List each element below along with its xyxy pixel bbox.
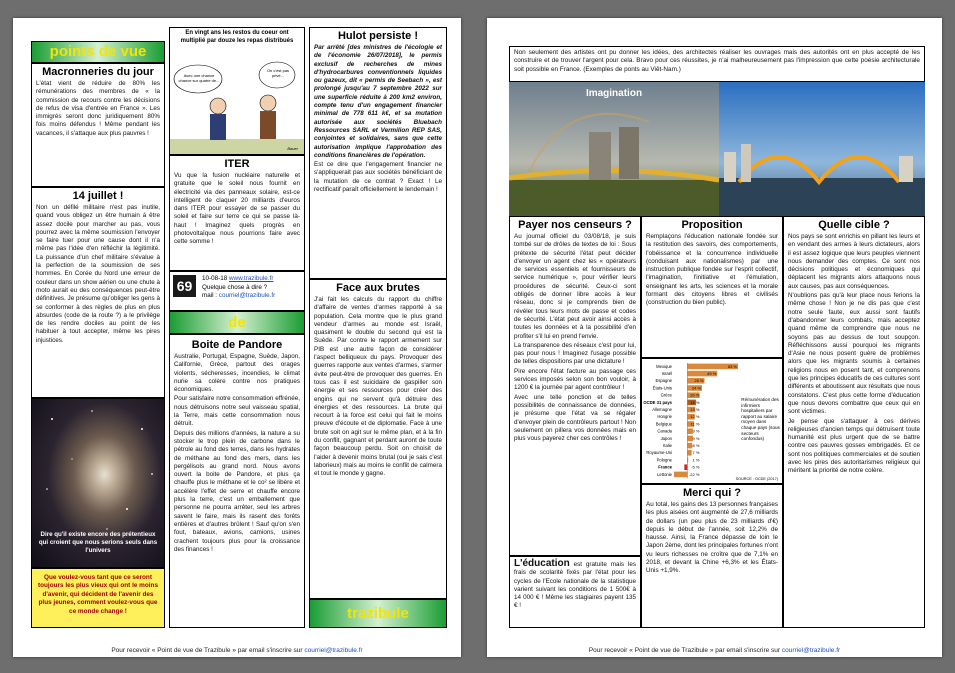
issue-site-link[interactable]: www.trazibule.fr bbox=[228, 275, 274, 282]
intro-text: Non seulement des artistes ont pu donner les idées, des architectes réaliser les ouvrages mais des autorités ont en plus accepté de les construire et de trouver l'argent pour cela. Bravo pour ces réussites, je n'ai malheureusement pas l'impression que cette poésie architecturale soit possible en France. (Exemples de ponts au Viêt-Nam.) bbox=[514, 49, 920, 73]
proposition-title: Proposition bbox=[681, 219, 743, 231]
right-footer-mail[interactable]: courriel@trazibule.fr bbox=[781, 647, 841, 654]
chart-value-label: 9 % bbox=[692, 428, 700, 434]
chart-bar bbox=[684, 464, 687, 470]
hulot-body bbox=[310, 43, 446, 196]
trazibule-banner bbox=[309, 599, 447, 628]
chart-category-label: Royaume-Uni bbox=[646, 450, 672, 456]
issue-details bbox=[202, 275, 275, 301]
education-body: est gratuite mais les frais de scolarité fixés par l'état pour les cycles de l'Ecole nationale de la statistique varient suivant les conditions de 1 500€ à 14 000 € ! Même les stagiaires payent 135 € ! bbox=[514, 561, 637, 610]
intro-box bbox=[509, 46, 925, 82]
iter-article bbox=[169, 155, 305, 271]
pandore-p2: Pour satisfaire notre consommation effrénée, nous détruisons notre seul vaisseau spatial, la Terre, mais cette consommation nous détruit. bbox=[174, 395, 300, 428]
education-title: L'éducation bbox=[514, 558, 570, 569]
chart-value-label: 13 % bbox=[690, 407, 700, 412]
pandore-p1: Australie, Portugal, Espagne, Suède, Japon, Californie, Grèce, partout des orages violents, sécheresses, incendies, le climat nurie sa colère contre nos pratiques économiques. bbox=[174, 353, 300, 394]
chart-category-label: Mexique bbox=[656, 363, 672, 369]
issue-box bbox=[169, 271, 305, 311]
education-article bbox=[509, 556, 641, 628]
proposition-body: Remplaçons l'éducation nationale fondée sur la restitution des savoirs, des comportements, l'obéissance et la concurrence individuelle (conduisant aux nationalismes) par une instruction publique fondée sur l'esprit collectif, l'imagination, l'initiative et l'émulation, enseignant les arts, les sciences et la morale formant des citoyens libres et civilisés (construction du bien public). bbox=[646, 233, 778, 307]
issue-number: 69 bbox=[173, 275, 196, 297]
hulot-p1: Par arrêté [des ministres de l'écologie et de l'économie 26/07/2018], le permis exclusif de recherches de mines d'hydrocarbures conventionnels liquides ou gazeux, dit « permis de Seebach », est prolongé jusqu'au 7 septembre 2022 sur une superficie réduite à 200 km2 environ, compte tenu d'un engagement financier minimal de 778 611 k€, et sa mutation autorisée aux sociétés Bluebach Ressources SARL et Vermilion REP SAS, conjointes et solidaires, sans que cette autorisation implique l'approbation des conditions financières de l'opération. bbox=[314, 44, 442, 159]
left-page bbox=[13, 18, 461, 657]
chart-category-label: France bbox=[658, 464, 672, 470]
chart-value-label: 14 % bbox=[690, 399, 700, 405]
chart-value-label: -5 % bbox=[691, 464, 700, 470]
pandore-body bbox=[170, 352, 304, 556]
chart-legend: Rémunération des infirmiers hospitaliers par rapport au salaire moyen dans chaque pays (sous secteurs confondus) bbox=[741, 397, 780, 442]
issue-ask: Quelque chose à dire ? bbox=[202, 283, 268, 291]
censeurs-title: Payer nos censeurs ? bbox=[518, 219, 632, 231]
cible-p2: N'oublions pas qu'à leur place nous ferions la même chose ! Non je ne dis pas que c'est notre seule faute, eux aussi sont fautifs d'abandonner leurs combats, mais acceptez quand même de comprendre que nous ne soyons pas au dessus de tout soupçon. Réfléchissons aussi pourquoi les migrants d'Asie ne nous posent guère de problèmes alors que les migrants soumis à certaines religions nous en posent tant, et comprenons que les principes éducatifs de ces cultures sont différents et aboutissent aux résultats que nous constatons. C'est plus cette forme d'éducation que nous devons combattre que ceux qui en sont victimes. bbox=[788, 292, 920, 416]
issue-mail-link[interactable]: courriel@trazibule.fr bbox=[218, 292, 276, 299]
merci-body: Au total, les gains des 13 personnes françaises les plus aisées ont augmenté de 27,6 milliards de dollars (un peu plus de 23 milliards d'€) depuis le début de l'année, soit 12,2% de hausse. Ainsi, la France dépasse de loin le Japon 2ème, dont les principales fortunes n'ont vu leurs richesses ne croître que de 7,1% en 2018, et devant la Chine +6,3% et les États-Unis +1,9%. bbox=[646, 501, 778, 575]
question-box bbox=[31, 568, 165, 628]
chart-category-label: États-Unis bbox=[652, 385, 672, 391]
cible-p3: Je pense que s'attaquer à ces dérives religieuses d'ancien temps qui détruisent toute humanité est plus urgent que de se battre contre ces pauvres gosses embrigadés. Et ce sont nos politiques commerciales et de soutien avec les pires des autoritarismes religieux qui méritent la priorité de notre colère. bbox=[788, 417, 920, 475]
left-footer-mail[interactable]: courriel@trazibule.fr bbox=[304, 647, 363, 654]
chart-value-label: 28 % bbox=[694, 378, 704, 384]
chart-value-label: 24 % bbox=[691, 385, 702, 391]
brutes-article bbox=[309, 279, 447, 599]
chart-category-label: Lettonie bbox=[657, 471, 672, 477]
censeurs-p1: Au journal officiel du 03/08/18, je suis tombé sur de drôles de textes de loi : Sous prétexte de sécurité l'état peut décider d'envoyer un agent chez les « opérateurs de services essentiels et fournisseurs de service numérique », pour vérifier leurs procédures de sécurité. Ceux-ci sont obligés de donner libre accès à leur réseau, donc si je comprends bien de révéler tous leurs mots de passe et codes de sécurité. L'état peut avoir ainsi accès à toutes les données et à la possibilité d'en profiter s'il lui en prend l'envie. bbox=[514, 233, 636, 340]
points-de-vue-banner bbox=[31, 41, 165, 63]
left-footer-text: Pour recevoir « Point de vue de Trazibule » par email s'inscrire sur bbox=[111, 647, 303, 654]
de-text: de bbox=[228, 314, 246, 331]
left-footer bbox=[13, 647, 461, 654]
chart-value-label: 12 % bbox=[690, 414, 700, 420]
imagination-label: Imagination bbox=[585, 88, 643, 99]
cosmos-image bbox=[31, 398, 165, 568]
pandore-p3: Depuis des millions d'années, la nature a su stocker le trop plein de carbone dans le pétrole au fond des terres, dans les hydrates de méthane au fond des mers, dans les pergélisols au grand nord. Nous avons ouvert la boite de Pandore, et plus ça chauffe plus le méthane et le co² se libère et accélère l'effet de serre et chauffe encore plus la terre, c'est un emballement que personne ne pourra arrêter, seul les arbres savent le faire, mais ils rasent des forêts entières et d'autres brûlent ! Sauf qu'on s'en fout, bateaux, avions, camions, usines crachent toujours plus pour la croissance des finances ! bbox=[174, 429, 300, 553]
hulot-title: Hulot persiste ! bbox=[337, 30, 419, 42]
macronneries-article bbox=[31, 63, 165, 187]
censeurs-p3: Pire encore l'état facture au passage ces services imposés selon son bon vouloir, à 1200 € la journée par agent contrôleur ! bbox=[514, 367, 636, 392]
de-banner bbox=[169, 311, 305, 334]
chart-category-label: Espagne bbox=[655, 378, 672, 384]
macronneries-title: Macronneries du jour bbox=[42, 66, 154, 78]
juillet-title: 14 juillet ! bbox=[72, 190, 124, 202]
cartoon-drawing-icon bbox=[170, 51, 305, 155]
censeurs-p4: Avec une telle ponction et de telles possibilités de connaissance de données, je présume que l'état va se régaler d'envoyer plein de contrôleurs partout ! Non seulement on pillera vos données mais en plus vous payerez cher ces contrôles ! bbox=[514, 393, 636, 443]
proposition-article bbox=[641, 216, 783, 358]
points-de-vue-title: points de vue bbox=[49, 43, 147, 60]
cosmos-caption: Dire qu'il existe encore des prétentieux qui croient que nous serions seuls dans l'univers bbox=[38, 531, 158, 554]
right-footer-text: Pour recevoir « Point de vue de Trazibule » par email s'inscrire sur bbox=[588, 647, 781, 654]
chart-bar bbox=[687, 450, 691, 456]
juillet-body: Non un défilé militaire n'est pas inutile, quand vous obligez un être humain à être assez docile pour marcher au pas, vous pourrez avec la même soumission l'envoyer se faire tuer pour une cause dont il n'a même pas l'idée d'en réfléchir la légitimité. La puissance d'un chef militaire s'évalue à la perfection de la soumission de ses hommes. En Corée du Nord une erreur de couleur dans un show aérien ou une chute à moto aurait eu des conséquences peut-être définitives. Je présume qu'obliger les gens à se conformer à des règles de plus en plus absurdes (code de la route ?) a le privilège de les rendre dociles au point de les habituer à tout accepter, même les pires injustices. bbox=[36, 204, 160, 344]
macronneries-body: L'état vient de réduire de 80% les rémunérations des membres de « la commission de recours contre les décisions de refus de visa d'entrée en France ». Les immigrés seront donc juridiquement 80% fois moins défendus ! Même pendant les vacances, il s'attaque aux plus pauvres ! bbox=[36, 80, 160, 137]
chart-value-label: 1 % bbox=[692, 457, 700, 463]
right-page bbox=[487, 18, 942, 657]
cartoon-bubble-2: On c'est pas privé... bbox=[266, 68, 290, 78]
education-body-wrap bbox=[510, 557, 640, 612]
iter-title: ITER bbox=[224, 158, 250, 170]
juillet-article bbox=[31, 187, 165, 398]
censeurs-p2: La transparence des réseaux c'est pour lui, pas pour nous ! Imaginez l'usage possible de telles dispositions par une dictature ! bbox=[514, 341, 636, 366]
chart-category-label: Israël bbox=[661, 371, 672, 376]
chart-value-label: 11 % bbox=[690, 421, 700, 427]
chart-category-label: Grèce bbox=[660, 392, 672, 398]
chart-value-label: 49 % bbox=[707, 371, 717, 376]
chart-value-label: 83 % bbox=[727, 363, 737, 369]
cartoon-caption: En vingt ans les restos du coeur ont multiplié par douze les repas distribués bbox=[180, 30, 294, 44]
imagination-photos bbox=[509, 82, 925, 216]
iter-body: Vu que la fusion nucléaire naturelle et gratuite que le soleil nous fournit en électricité via des panneaux solaire, est-ce intelligent de claquer 20 milliards d'euros dans ITER pour essayer de se passer du soleil et faire sur terre ce qui se passe là-haut ! Imaginez quels progrès en photovoltaïque nous pourrions faire avec cette somme ! bbox=[174, 172, 300, 246]
chart-bar bbox=[674, 472, 687, 478]
pandore-article bbox=[169, 334, 305, 628]
brutes-title: Face aux brutes bbox=[336, 282, 420, 294]
issue-date: 10-08-18 bbox=[202, 275, 228, 282]
cible-article bbox=[783, 216, 925, 628]
chart-category-label: Belgique bbox=[655, 421, 672, 427]
merci-article bbox=[641, 484, 783, 628]
chart-category-label: Italie bbox=[663, 443, 672, 448]
bridges-photo-icon bbox=[509, 82, 925, 216]
censeurs-article bbox=[509, 216, 641, 556]
chart-category-label: Allemagne bbox=[652, 407, 672, 412]
cartoon-frame bbox=[169, 27, 305, 155]
salary-bar-chart bbox=[642, 359, 739, 481]
chart-category-label: Canada bbox=[657, 428, 672, 434]
merci-title: Merci qui ? bbox=[682, 487, 742, 499]
chart-category-label: Pologne bbox=[656, 457, 672, 463]
pandore-title: Boite de Pandore bbox=[191, 339, 283, 351]
chart-category-label: Japon bbox=[660, 435, 672, 441]
chart-value-label: 20 % bbox=[690, 392, 700, 398]
chart-value-label: 9 % bbox=[692, 435, 700, 441]
hulot-p2: Est ce dire que l'engagement financier ne s'appliquerait pas aux sociétés bénéficiant de la mutation de ce contrat ? Exact ! Le rectificatif paraît officiellement le lendemain ! bbox=[314, 161, 442, 194]
chart-source: SOURCE : OCDE (2017) bbox=[735, 477, 778, 481]
trazibule-text: trazibule bbox=[347, 605, 409, 622]
censeurs-body bbox=[510, 232, 640, 445]
chart-value-label: -22 % bbox=[688, 471, 700, 477]
chart-category-label: Hongrie bbox=[657, 414, 672, 420]
chart-value-label: 8 % bbox=[692, 443, 700, 448]
hulot-article bbox=[309, 27, 447, 279]
question-text: Que voulez-vous tant que ce seront toujours les plus vieux qui ont le moins d'avenir, qui décident de l'avenir des plus jeunes, comment voulez-vous que ce monde change ! bbox=[37, 574, 159, 615]
cible-title: Quelle cible ? bbox=[818, 219, 890, 231]
cartoon-signature: Bauer bbox=[287, 146, 298, 151]
right-footer bbox=[487, 647, 942, 654]
issue-mail-label: mail : bbox=[202, 292, 218, 299]
cible-body bbox=[784, 232, 924, 478]
cartoon-bubble-1: Avec une chance chance sur quatre de... bbox=[178, 73, 220, 83]
chart-value-label: 7 % bbox=[692, 450, 700, 456]
salary-chart bbox=[641, 358, 783, 484]
chart-category-label: OCDE 31 pays bbox=[643, 399, 672, 405]
cible-p1: Nos pays se sont enrichis en pillant les leurs et en vendant des armes à leurs dictateurs, alors il est assez logique que leurs peuples viennent nous demander des comptes. Ce sont nos décisions politiques et économiques qui déplacent les migrants alors attaquons nous aux causes, pas aux conséquences. bbox=[788, 233, 920, 290]
brutes-body: J'ai fait les calculs du rapport du chiffre d'affaire de ventes d'armes rapporté à sa population. Cela montre que le plus grand vendeur d'armes au monde est Israël, quasiment le double du second qui est la Suède. Par contre le rapport armement sur PIB est une autre façon de considérer l'aspect belliqueux du pays. Provoquer des guerres rapporte aux ventes d'armes, s'armer évite peut-être de provoquer des guerres. En tous cas il est suicidaire de gaspiller son énergie et ses ressources pour créer des engins qui ne servent qu'à détruire des énergies et des ressources. La brute qui recourt à la force est celui qui fait le moins preuve d'écoute et de diplomatie. Face à une brute soit on agit sur le même plan, et à la fin du conflit, gagnant et perdant auront de toute façon beaucoup perdu. Soit on choisit de l'aider à devenir moins brutal (oui je sais c'est laborieux) mais au moins le conflit de calmera et tout le monde y gagne. bbox=[314, 296, 442, 478]
